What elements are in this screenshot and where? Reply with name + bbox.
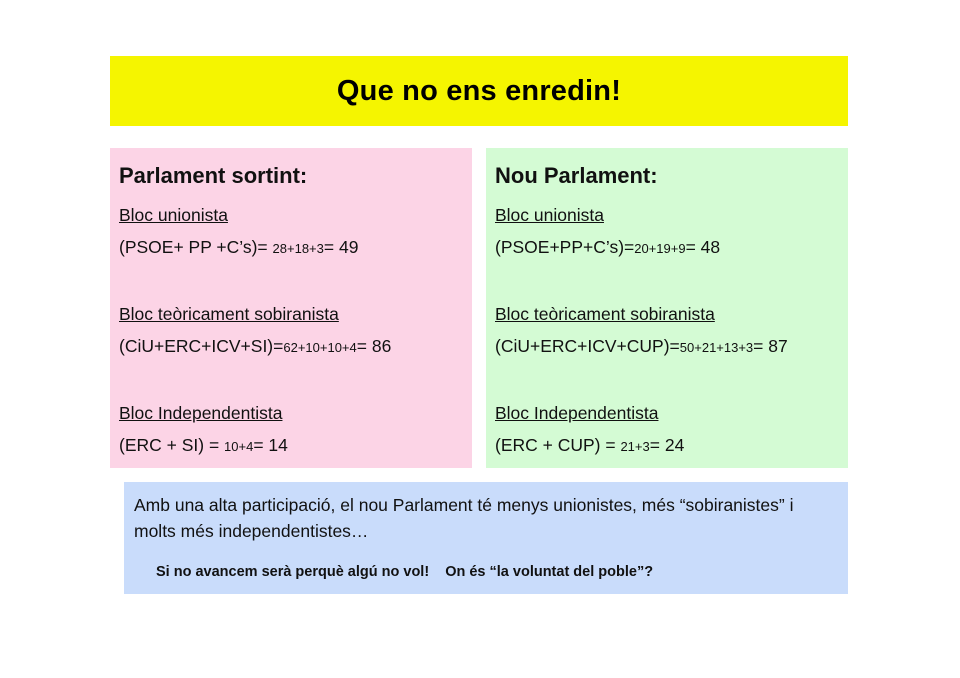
group-sovereigntist	[495, 303, 840, 402]
group-unionist	[119, 204, 464, 303]
seat-total: = 14	[253, 435, 288, 455]
panel-heading: Nou Parlament:	[495, 163, 658, 188]
conclusion-box	[124, 482, 848, 594]
seat-breakdown: 10+4	[224, 439, 254, 454]
bloc-title: Bloc teòricament sobiranista	[119, 304, 339, 324]
bloc-formula: (CiU+ERC+ICV+SI)=	[119, 336, 284, 356]
slogans-line	[134, 564, 838, 580]
bloc-title: Bloc Independentista	[119, 403, 283, 423]
bloc-formula: (CiU+ERC+ICV+CUP)=	[495, 336, 680, 356]
seat-total: = 49	[323, 237, 359, 257]
bloc-title: Bloc teòricament sobiranista	[495, 304, 715, 324]
page-title: Que no ens enredin!	[336, 74, 622, 107]
bloc-formula: (PSOE+ PP +C’s)=	[119, 237, 273, 257]
bloc-formula-line	[119, 335, 464, 359]
seat-breakdown: 20+19+9	[634, 241, 686, 256]
bloc-formula-line	[495, 434, 840, 458]
bloc-formula-line	[119, 434, 464, 458]
panel-heading: Parlament sortint:	[119, 163, 308, 188]
group-unionist	[495, 204, 840, 303]
bloc-title: Bloc unionista	[119, 205, 228, 225]
bloc-formula: (PSOE+PP+C’s)=	[495, 237, 635, 257]
group-sovereigntist	[119, 303, 464, 402]
seat-breakdown: 21+3	[620, 439, 650, 454]
seat-breakdown: 62+10+10+4	[283, 340, 357, 355]
seat-breakdown: 28+18+3	[272, 241, 324, 256]
seat-total: = 86	[356, 336, 392, 356]
panel-new-parliament	[486, 148, 848, 468]
slogan-second: On és “la voluntat del poble”?	[445, 564, 654, 580]
bloc-title: Bloc Independentista	[495, 403, 659, 423]
seat-total: = 48	[685, 237, 721, 257]
seat-total: = 24	[649, 435, 685, 455]
bloc-formula-line	[119, 236, 464, 260]
bloc-title: Bloc unionista	[495, 205, 604, 225]
panel-outgoing-parliament	[110, 148, 472, 468]
bloc-formula-line	[495, 236, 840, 260]
seat-total: = 87	[753, 336, 788, 356]
bloc-formula-line	[495, 335, 840, 359]
title-banner	[110, 56, 848, 126]
conclusion-text: Amb una alta participació, el nou Parlament té menys unionistes, més “sobiranistes” i molts més independentistes…	[134, 495, 794, 541]
slogan-first: Si no avancem serà perquè algú no vol!	[156, 564, 430, 580]
bloc-formula: (ERC + SI) =	[119, 435, 225, 455]
bloc-formula: (ERC + CUP) =	[495, 435, 621, 455]
seat-breakdown: 50+21+13+3	[679, 340, 754, 355]
